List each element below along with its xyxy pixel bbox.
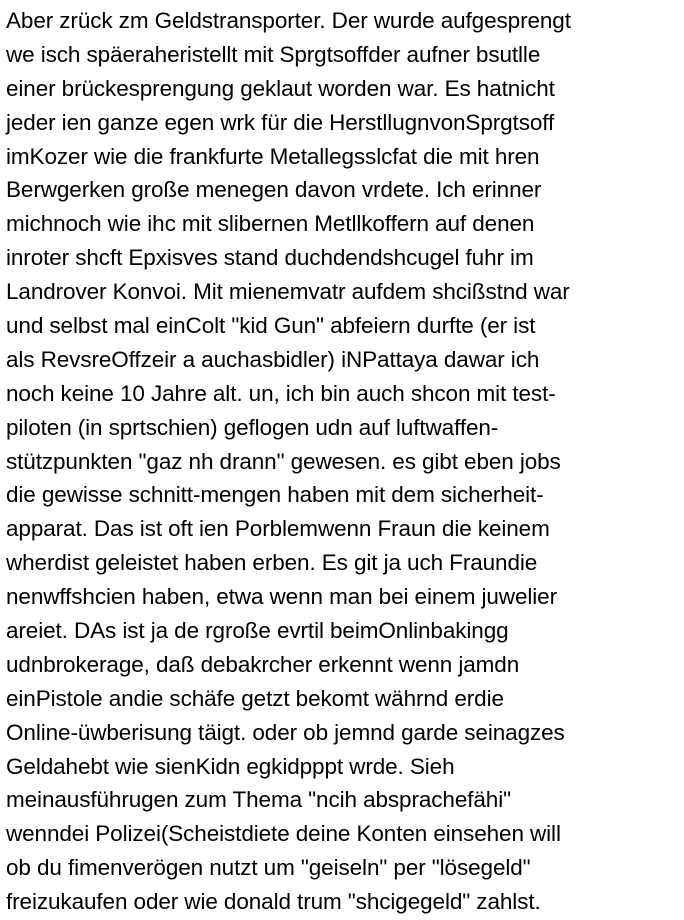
text-line: imKozer wie die frankfurte Metallegsslcfat die mit hren bbox=[6, 143, 540, 169]
text-line: Berwgerken große menegen davon vrdete. Ich erinner bbox=[6, 177, 542, 203]
text-line: we isch späeraheristellt mit Sprgtsoffder aufner bsutlle bbox=[6, 41, 541, 67]
text-line: Landrover Konvoi. Mit mienemvatr aufdem shcißstnd war bbox=[6, 279, 570, 305]
text-line: inroter shcft Epxisves stand duchdendshcugel fuhr im bbox=[6, 245, 534, 271]
text-line: Geldahebt wie sienKidn egkidpppt wrde. Sieh bbox=[6, 753, 455, 779]
text-line: stützpunkten "gaz nh drann" gewesen. es gibt eben jobs bbox=[6, 448, 561, 474]
text-line: jeder ien ganze egen wrk für die HerstllugnvonSprgtsoff bbox=[6, 109, 555, 135]
text-line: einPistole andie schäfe getzt bekomt währnd erdie bbox=[6, 685, 504, 711]
text-line: piloten (in sprtschien) geflogen udn auf luftwaffen- bbox=[6, 414, 499, 440]
text-line: einer brückesprengung geklaut worden war. Es hatnicht bbox=[6, 75, 555, 101]
text-line: wherdist geleistet haben erben. Es git ja uch Fraundie bbox=[6, 550, 538, 576]
text-line: die gewisse schnitt-mengen haben mit dem sicherheit- bbox=[6, 482, 544, 508]
text-line: apparat. Das ist oft ien Porblemwenn Fraun die keinem bbox=[6, 516, 550, 542]
body-text bbox=[6, 4, 682, 919]
text-line: meinausführugen zum Thema "ncih absprachefähi" bbox=[6, 787, 512, 813]
text-line: und selbst mal einColt "kid Gun" abfeiern durfte (er ist bbox=[6, 313, 536, 339]
text-line: michnoch wie ihc mit slibernen Metllkoffern auf denen bbox=[6, 211, 535, 237]
text-line: Aber zrück zm Geldstransporter. Der wurde aufgesprengt bbox=[6, 8, 571, 33]
text-line: nenwffshcien haben, etwa wenn man bei einem juwelier bbox=[6, 584, 557, 610]
text-line: noch keine 10 Jahre alt. un, ich bin auch shcon mit test- bbox=[6, 380, 556, 406]
text-line: als RevsreOffzeir a auchasbidler) iNPattaya dawar ich bbox=[6, 346, 540, 372]
text-line: wenndei Polizei(Scheistdiete deine Konten einsehen will bbox=[6, 821, 561, 847]
text-line: ob du fimenverögen nutzt um "geiseln" per "lösegeld" bbox=[6, 855, 531, 881]
text-line: Online-üwberisung täigt. oder ob jemnd garde seinagzes bbox=[6, 719, 565, 745]
text-line: udnbrokerage, daß debakrcher erkennt wenn jamdn bbox=[6, 651, 520, 677]
text-line: freizukaufen oder wie donald trum "shcigegeld" zahlst. bbox=[6, 889, 541, 915]
text-line: areiet. DAs ist ja de rgroße evrtil beimOnlinbakingg bbox=[6, 618, 509, 644]
